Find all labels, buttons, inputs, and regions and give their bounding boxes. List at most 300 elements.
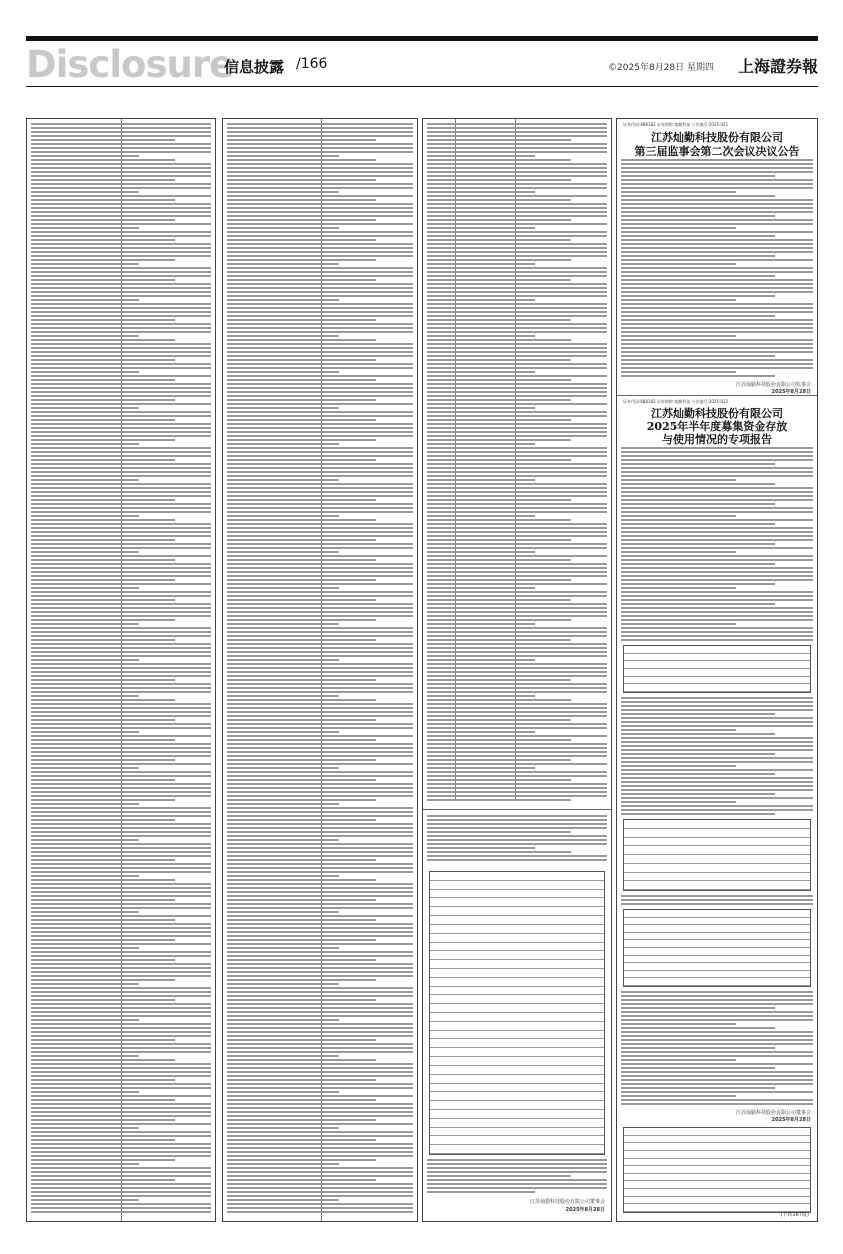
text-line [427,695,535,697]
text-line [621,749,813,751]
text-line [31,727,211,729]
text-line [427,515,535,517]
text-line [621,737,813,739]
text-line [427,1179,607,1181]
text-line [227,1179,376,1181]
text-line [621,283,813,285]
text-line [227,915,413,917]
text-line [31,147,211,149]
text-line [427,227,535,229]
text-line [227,819,376,821]
text-line [427,1183,607,1185]
text-line [427,639,571,641]
text-line [227,443,339,445]
text-line [31,131,211,133]
text-line [31,611,211,613]
data-table [623,819,811,891]
text-line [621,303,813,305]
text-line [31,907,211,909]
announcement-meta: 证券代码:688182 证券简称:灿勤科技 公告编号:2025-022 [623,399,729,404]
text-line [227,539,376,541]
text-line [621,463,775,465]
text-line [427,831,571,833]
text-line [621,1091,813,1093]
text-line [31,255,211,257]
text-line [227,1159,376,1161]
text-line [31,1195,211,1197]
text-line [31,807,211,809]
text-line [621,523,775,525]
text-line [227,495,413,497]
text-line [227,1171,413,1173]
text-line [31,1027,211,1029]
text-line [621,543,775,545]
text-line [227,243,413,245]
table-row [430,872,604,881]
text-line [427,467,607,469]
text-line [621,709,813,711]
table-row [430,1031,604,1040]
page-number: /166 [296,56,328,72]
text-line [31,895,211,897]
text-line [227,1143,413,1145]
text-line [427,159,571,161]
text-line [31,263,139,265]
text-line [427,479,535,481]
text-line [621,479,736,481]
text-line [427,535,607,537]
text-line [427,519,571,521]
body-text-block [427,815,607,865]
text-line [621,769,813,771]
text-line [427,291,607,293]
text-line [427,351,607,353]
column-1 [26,118,216,1222]
text-line [621,547,813,549]
table-row [624,1174,810,1182]
text-line [227,927,413,929]
text-line [427,583,607,585]
table-row [430,1048,604,1057]
text-line [31,267,211,269]
text-line [31,303,211,305]
text-line [427,795,607,797]
text-line [227,547,413,549]
text-line [31,315,211,317]
text-line [427,727,607,729]
text-line [621,595,813,597]
text-line [227,763,413,765]
text-line [31,539,175,541]
table-row [430,1057,604,1066]
text-line [621,705,813,707]
text-line [621,729,736,731]
text-line [31,1007,211,1009]
text-line [227,319,376,321]
text-line [227,803,339,805]
text-line [31,359,175,361]
text-line [31,1155,211,1157]
text-line [427,443,535,445]
text-line [227,711,413,713]
text-line [31,1019,139,1021]
text-line [427,499,571,501]
text-line [427,327,607,329]
text-line [227,223,413,225]
text-line [227,563,413,565]
text-line [31,587,139,589]
text-line [227,971,413,973]
text-line [227,591,413,593]
text-line [227,843,413,845]
text-line [227,755,413,757]
text-line [427,379,571,381]
text-line [31,1127,139,1129]
text-line [31,939,175,941]
text-line [31,911,139,913]
text-line [227,215,413,217]
text-line [227,135,413,137]
text-line [427,711,607,713]
text-line [227,507,413,509]
text-line [621,611,813,613]
text-line [227,779,376,781]
text-line [621,1063,813,1065]
text-line [227,931,413,933]
text-line [427,855,607,857]
text-line [621,697,813,699]
text-line [31,859,175,861]
data-table [623,645,811,693]
text-line [227,247,413,249]
text-line [227,239,376,241]
text-line [31,971,211,973]
text-line [227,719,376,721]
table-row [624,910,810,918]
text-line [427,403,607,405]
text-line [621,781,813,783]
text-line [427,851,571,853]
text-line [227,1203,413,1205]
text-line [31,891,211,893]
text-line [227,587,339,589]
text-line [227,419,376,421]
text-line [427,187,607,189]
text-line [31,1163,139,1165]
text-line [427,355,607,357]
text-line [31,567,211,569]
text-line [621,535,813,537]
text-line [31,535,211,537]
text-line [621,499,813,501]
text-line [427,543,607,545]
text-line [227,619,376,621]
text-line [427,687,607,689]
text-line [427,667,607,669]
text-line [227,551,339,553]
text-line [427,655,607,657]
text-line [31,475,211,477]
text-line [31,947,139,949]
text-line [427,183,607,185]
text-line [427,1167,607,1169]
text-line [227,799,376,801]
text-line [227,531,413,533]
text-line [427,431,607,433]
text-line [227,491,413,493]
text-line [227,311,413,313]
text-line [227,155,339,157]
text-line [621,1039,813,1041]
text-line [31,991,211,993]
text-line [427,243,607,245]
text-line [227,611,413,613]
announcement-meta: 证券代码:688182 证券简称:灿勤科技 公告编号:2025-021 [623,122,729,127]
text-line [621,319,813,321]
text-line [227,1107,413,1109]
text-line [621,247,813,249]
text-line [427,603,607,605]
text-line [227,1175,413,1177]
section-title: 信息披露 [224,58,285,76]
text-line [427,399,571,401]
text-line [227,227,339,229]
text-line [227,887,413,889]
text-line [31,507,211,509]
text-line [621,527,813,529]
text-line [31,451,211,453]
text-line [31,1095,211,1097]
text-line [427,307,607,309]
text-line [427,1171,607,1173]
text-line [227,263,339,265]
text-line [227,519,376,521]
table-row [430,1013,604,1022]
text-line [427,283,607,285]
text-line [227,771,413,773]
text-line [31,763,211,765]
text-line [621,1043,813,1045]
text-line [427,1187,607,1189]
table-row [430,995,604,1004]
text-line [427,459,571,461]
text-line [227,759,376,761]
text-line [621,721,813,723]
text-line [31,583,211,585]
text-line [31,503,211,505]
text-line [427,143,607,145]
text-line [31,1051,211,1053]
text-line [227,675,413,677]
text-line [31,515,139,517]
text-line [227,295,413,297]
text-line [227,1103,413,1105]
text-line [227,899,376,901]
table-row [430,1075,604,1084]
text-line [621,507,813,509]
text-line [31,171,211,173]
text-line [621,295,775,297]
text-line [31,139,175,141]
text-line [227,183,413,185]
text-line [31,335,139,337]
text-line [427,267,607,269]
text-line [427,619,571,621]
company-name: 江苏灿勤科技股份有限公司 [651,131,783,144]
text-line [31,1183,211,1185]
text-line [31,123,211,125]
text-line [31,487,211,489]
text-line [227,1135,413,1137]
text-line [31,759,175,761]
text-line [621,619,813,621]
text-line [31,467,211,469]
text-line [227,283,413,285]
text-line [31,787,211,789]
text-line [227,1003,413,1005]
table-row [624,1197,810,1205]
signature: 江苏灿勤科技股份有限公司董事会 [735,1110,811,1116]
table-row [430,1066,604,1075]
table-row [430,960,604,969]
text-line [427,575,607,577]
text-line [31,215,211,217]
text-line [31,1075,211,1077]
text-line [31,951,211,953]
text-line [31,291,211,293]
text-line [31,691,211,693]
text-line [427,631,607,633]
text-line [31,899,175,901]
text-line [227,375,413,377]
text-line [621,899,813,901]
text-line [227,195,413,197]
text-line [621,991,813,993]
text-line [427,587,535,589]
text-line [31,167,211,169]
text-line [427,675,607,677]
text-line [227,1071,413,1073]
text-line [227,267,413,269]
table-row [624,820,810,829]
text-line [621,215,775,217]
text-line [227,327,413,329]
text-line [227,351,413,353]
text-line [31,823,211,825]
text-line [31,551,139,553]
text-line [227,691,413,693]
text-line [227,499,376,501]
text-line [227,671,413,673]
text-line [227,647,413,649]
text-line [227,727,413,729]
text-line [31,1083,211,1085]
text-line [427,407,535,409]
text-line [31,847,211,849]
text-line [227,875,339,877]
issue-date: ©2025年8月28日 星期四 [608,63,714,73]
text-line [227,211,413,213]
text-line [227,159,376,161]
text-line [621,239,813,241]
text-line [621,367,813,369]
text-line [31,903,211,905]
text-line [31,699,175,701]
text-line [227,939,376,941]
text-line [31,1091,139,1093]
text-line [427,827,607,829]
text-line [31,979,175,981]
table-row [624,1151,810,1159]
text-line [227,1183,413,1185]
text-line [227,739,376,741]
text-line [227,415,413,417]
text-line [227,987,413,989]
text-line [427,739,571,741]
text-line [621,1027,775,1029]
table-row [430,907,604,916]
text-line [227,431,413,433]
text-line [31,543,211,545]
text-line [31,811,211,813]
text-line [621,1087,775,1089]
text-line [227,187,413,189]
text-line [227,831,413,833]
text-line [227,1063,413,1065]
text-line [227,811,413,813]
text-line [31,491,211,493]
text-line [31,751,211,753]
text-line [227,627,413,629]
text-line [227,1111,413,1113]
text-line [227,323,413,325]
text-line [621,717,813,719]
text-line [427,203,607,205]
text-line [31,383,211,385]
text-line [31,243,211,245]
text-line [31,719,175,721]
body-text-block [227,123,413,1217]
table-row [624,1143,810,1151]
text-line [31,603,211,605]
text-line [621,1075,813,1077]
text-line [227,255,413,257]
table-row [430,881,604,890]
text-line [31,379,175,381]
text-line [621,459,813,461]
text-line [621,255,775,257]
text-line [31,983,139,985]
text-line [427,179,571,181]
body-text-block [621,895,813,907]
text-line [427,451,607,453]
text-line [31,207,211,209]
text-line [427,615,607,617]
text-line [621,623,736,625]
table-row [624,669,810,677]
text-line [621,793,775,795]
text-line [227,139,376,141]
table-row [624,873,810,882]
text-line [31,179,175,181]
text-line [227,407,339,409]
text-line [427,511,607,513]
text-line [227,179,376,181]
text-line [31,435,211,437]
text-line [427,567,607,569]
text-line [227,639,376,641]
table-row [430,951,604,960]
